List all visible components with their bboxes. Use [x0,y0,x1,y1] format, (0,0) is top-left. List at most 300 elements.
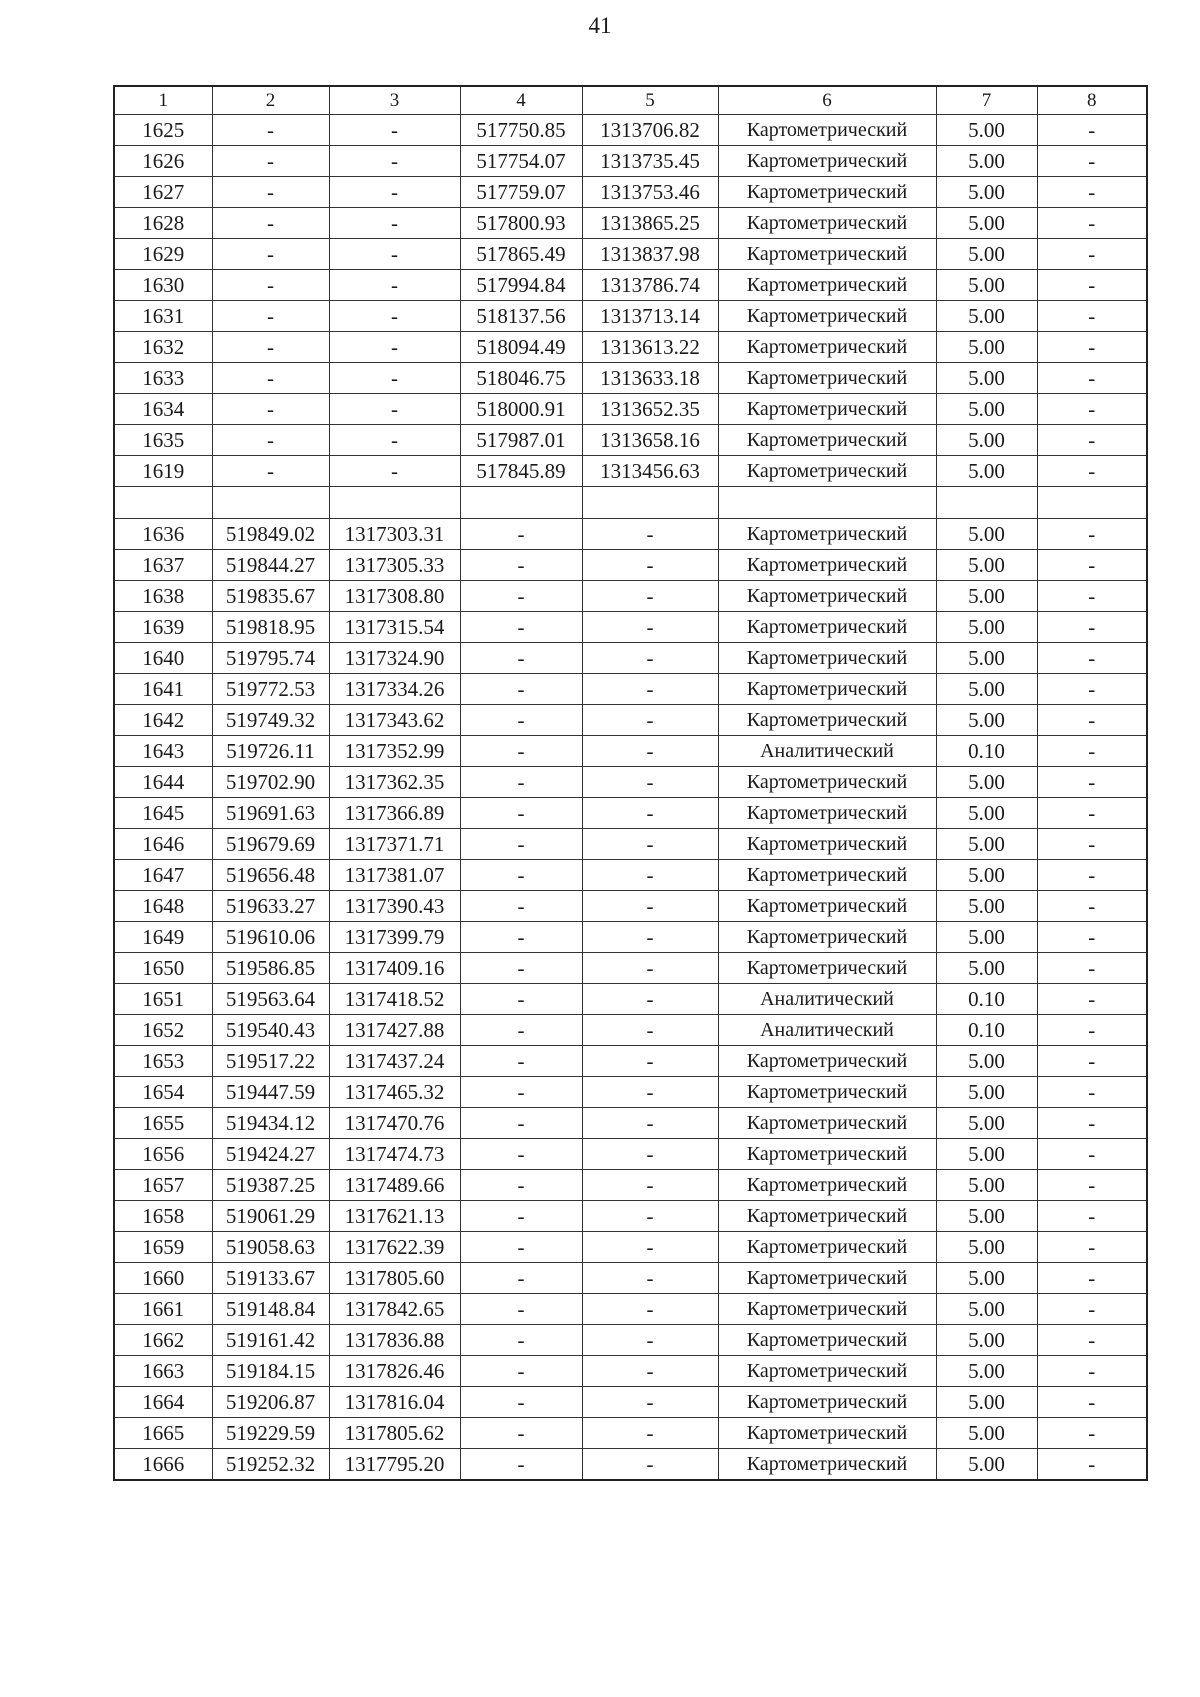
point-number-cell: 1660 [114,1263,212,1294]
x-coord-old-cell: - [460,705,582,736]
note-cell: - [1037,1449,1147,1481]
y-coord-old-cell: - [582,581,718,612]
x-coord-new-cell: 519849.02 [212,519,329,550]
y-coord-old-cell: - [582,767,718,798]
y-coord-new-cell: - [329,146,460,177]
y-coord-old-cell: - [582,1325,718,1356]
x-coord-new-cell: 519517.22 [212,1046,329,1077]
point-number-cell: 1647 [114,860,212,891]
x-coord-old-cell: - [460,736,582,767]
note-cell: - [1037,1201,1147,1232]
x-coord-new-cell: 519061.29 [212,1201,329,1232]
y-coord-new-cell: 1317343.62 [329,705,460,736]
point-number-cell: 1634 [114,394,212,425]
point-number-cell: 1619 [114,456,212,487]
x-coord-new-cell: 519726.11 [212,736,329,767]
point-number-cell: 1658 [114,1201,212,1232]
x-coord-old-cell: - [460,953,582,984]
x-coord-new-cell: 519772.53 [212,674,329,705]
x-coord-old-cell: 517750.85 [460,115,582,146]
y-coord-old-cell: - [582,643,718,674]
method-cell: Аналитический [718,984,936,1015]
table-row [114,767,1147,798]
note-cell: - [1037,1232,1147,1263]
y-coord-old-cell: - [582,705,718,736]
x-coord-new-cell: - [212,332,329,363]
table-row [114,705,1147,736]
note-cell: - [1037,860,1147,891]
method-cell: Аналитический [718,736,936,767]
y-coord-new-cell: 1317805.60 [329,1263,460,1294]
point-number-cell: 1652 [114,1015,212,1046]
x-coord-new-cell: 519835.67 [212,581,329,612]
note-cell: - [1037,1325,1147,1356]
method-cell: Картометрический [718,239,936,270]
y-coord-new-cell: - [329,115,460,146]
point-number-cell: 1664 [114,1387,212,1418]
x-coord-new-cell: 519702.90 [212,767,329,798]
y-coord-old-cell: - [582,922,718,953]
note-cell: - [1037,798,1147,829]
method-cell: Картометрический [718,829,936,860]
method-cell: Картометрический [718,394,936,425]
x-coord-old-cell: - [460,1325,582,1356]
y-coord-old-cell: - [582,1015,718,1046]
y-coord-old-cell [582,487,718,519]
y-coord-new-cell: 1317816.04 [329,1387,460,1418]
y-coord-old-cell: - [582,829,718,860]
table-row [114,829,1147,860]
x-coord-old-cell: - [460,519,582,550]
method-cell: Картометрический [718,1077,936,1108]
table-row [114,1232,1147,1263]
note-cell: - [1037,363,1147,394]
note-cell: - [1037,1294,1147,1325]
y-coord-new-cell: 1317362.35 [329,767,460,798]
x-coord-old-cell: - [460,1263,582,1294]
y-coord-new-cell: 1317465.32 [329,1077,460,1108]
point-number-cell: 1640 [114,643,212,674]
x-coord-old-cell [460,487,582,519]
x-coord-old-cell: - [460,1201,582,1232]
x-coord-old-cell: 517987.01 [460,425,582,456]
x-coord-old-cell: 518137.56 [460,301,582,332]
accuracy-cell: 5.00 [936,1387,1037,1418]
y-coord-new-cell: 1317381.07 [329,860,460,891]
method-cell: Картометрический [718,798,936,829]
point-number-cell: 1655 [114,1108,212,1139]
note-cell: - [1037,705,1147,736]
table-row [114,332,1147,363]
point-number-cell: 1649 [114,922,212,953]
point-number-cell: 1628 [114,208,212,239]
method-cell: Картометрический [718,301,936,332]
table-row [114,612,1147,643]
y-coord-new-cell: 1317474.73 [329,1139,460,1170]
y-coord-old-cell: - [582,1263,718,1294]
x-coord-old-cell: 517994.84 [460,270,582,301]
accuracy-cell: 0.10 [936,984,1037,1015]
method-cell: Картометрический [718,270,936,301]
table-row [114,1294,1147,1325]
method-cell: Картометрический [718,177,936,208]
accuracy-cell: 5.00 [936,1356,1037,1387]
page-number: 41 [588,13,612,38]
point-number-cell: 1643 [114,736,212,767]
y-coord-new-cell: 1317399.79 [329,922,460,953]
table-row [114,456,1147,487]
note-cell: - [1037,643,1147,674]
y-coord-old-cell: - [582,736,718,767]
note-cell: - [1037,612,1147,643]
y-coord-new-cell: 1317826.46 [329,1356,460,1387]
y-coord-new-cell: - [329,332,460,363]
x-coord-new-cell: - [212,146,329,177]
y-coord-old-cell: - [582,550,718,581]
y-coord-new-cell: - [329,363,460,394]
column-header-8: 8 [1037,86,1147,115]
y-coord-new-cell: - [329,394,460,425]
x-coord-new-cell: - [212,425,329,456]
point-number-cell: 1657 [114,1170,212,1201]
point-number-cell: 1630 [114,270,212,301]
x-coord-new-cell: 519206.87 [212,1387,329,1418]
accuracy-cell: 5.00 [936,332,1037,363]
table-row [114,581,1147,612]
method-cell: Картометрический [718,1294,936,1325]
table-row [114,1170,1147,1201]
table-body [114,86,1147,1480]
y-coord-old-cell: - [582,1170,718,1201]
point-number-cell: 1627 [114,177,212,208]
accuracy-cell: 5.00 [936,550,1037,581]
note-cell: - [1037,1015,1147,1046]
note-cell: - [1037,177,1147,208]
note-cell: - [1037,1139,1147,1170]
accuracy-cell: 5.00 [936,115,1037,146]
accuracy-cell [936,487,1037,519]
method-cell: Картометрический [718,456,936,487]
column-header-2: 2 [212,86,329,115]
table-row [114,1418,1147,1449]
x-coord-old-cell: 517759.07 [460,177,582,208]
note-cell: - [1037,984,1147,1015]
y-coord-new-cell: 1317842.65 [329,1294,460,1325]
y-coord-old-cell: - [582,674,718,705]
method-cell: Картометрический [718,953,936,984]
y-coord-new-cell: - [329,239,460,270]
accuracy-cell: 5.00 [936,767,1037,798]
y-coord-new-cell: 1317621.13 [329,1201,460,1232]
accuracy-cell: 5.00 [936,798,1037,829]
point-number-cell: 1646 [114,829,212,860]
accuracy-cell: 5.00 [936,425,1037,456]
table-row [114,146,1147,177]
accuracy-cell: 5.00 [936,1108,1037,1139]
table-row [114,1108,1147,1139]
note-cell: - [1037,208,1147,239]
point-number-cell: 1636 [114,519,212,550]
method-cell: Картометрический [718,767,936,798]
point-number-cell: 1638 [114,581,212,612]
y-coord-new-cell: 1317437.24 [329,1046,460,1077]
note-cell [1037,487,1147,519]
note-cell: - [1037,1387,1147,1418]
x-coord-old-cell: - [460,1077,582,1108]
x-coord-new-cell: 519424.27 [212,1139,329,1170]
y-coord-new-cell: 1317418.52 [329,984,460,1015]
x-coord-old-cell: - [460,984,582,1015]
table-row-blank [114,487,1147,519]
x-coord-old-cell: - [460,922,582,953]
y-coord-new-cell: 1317334.26 [329,674,460,705]
column-header-3: 3 [329,86,460,115]
y-coord-old-cell: - [582,612,718,643]
y-coord-old-cell: - [582,1449,718,1481]
table-row [114,984,1147,1015]
note-cell: - [1037,736,1147,767]
x-coord-new-cell: 519656.48 [212,860,329,891]
y-coord-new-cell: - [329,425,460,456]
table-row [114,1449,1147,1481]
method-cell: Картометрический [718,1201,936,1232]
x-coord-new-cell: 519563.64 [212,984,329,1015]
table-row [114,798,1147,829]
y-coord-new-cell: 1317303.31 [329,519,460,550]
x-coord-old-cell: 517845.89 [460,456,582,487]
x-coord-old-cell: 518000.91 [460,394,582,425]
x-coord-old-cell: - [460,612,582,643]
method-cell: Картометрический [718,1139,936,1170]
table-row [114,363,1147,394]
point-number-cell [114,487,212,519]
y-coord-old-cell: - [582,1108,718,1139]
y-coord-new-cell: 1317308.80 [329,581,460,612]
point-number-cell: 1625 [114,115,212,146]
method-cell: Картометрический [718,1387,936,1418]
table-row [114,1263,1147,1294]
x-coord-old-cell: - [460,1046,582,1077]
x-coord-new-cell: - [212,208,329,239]
y-coord-old-cell: - [582,1356,718,1387]
accuracy-cell: 5.00 [936,239,1037,270]
point-number-cell: 1642 [114,705,212,736]
accuracy-cell: 5.00 [936,208,1037,239]
accuracy-cell: 5.00 [936,1449,1037,1481]
table-row [114,1077,1147,1108]
accuracy-cell: 5.00 [936,394,1037,425]
note-cell: - [1037,922,1147,953]
accuracy-cell: 5.00 [936,1325,1037,1356]
x-coord-old-cell: - [460,643,582,674]
x-coord-new-cell: 519133.67 [212,1263,329,1294]
accuracy-cell: 5.00 [936,922,1037,953]
y-coord-old-cell: 1313837.98 [582,239,718,270]
table-row [114,519,1147,550]
accuracy-cell: 5.00 [936,612,1037,643]
y-coord-new-cell: 1317352.99 [329,736,460,767]
y-coord-new-cell: 1317371.71 [329,829,460,860]
accuracy-cell: 5.00 [936,456,1037,487]
coordinates-table [113,85,1148,1481]
table-row [114,239,1147,270]
x-coord-new-cell: 519749.32 [212,705,329,736]
point-number-cell: 1632 [114,332,212,363]
method-cell: Картометрический [718,1232,936,1263]
x-coord-new-cell: 519818.95 [212,612,329,643]
table-row [114,301,1147,332]
note-cell: - [1037,1356,1147,1387]
table-row [114,550,1147,581]
point-number-cell: 1641 [114,674,212,705]
point-number-cell: 1662 [114,1325,212,1356]
method-cell: Картометрический [718,1356,936,1387]
note-cell: - [1037,519,1147,550]
table-header-row [114,86,1147,115]
accuracy-cell: 5.00 [936,270,1037,301]
note-cell: - [1037,1108,1147,1139]
note-cell: - [1037,550,1147,581]
accuracy-cell: 5.00 [936,1139,1037,1170]
method-cell: Картометрический [718,1449,936,1481]
method-cell: Картометрический [718,425,936,456]
y-coord-old-cell: - [582,1232,718,1263]
x-coord-new-cell: - [212,394,329,425]
point-number-cell: 1631 [114,301,212,332]
x-coord-old-cell: - [460,1232,582,1263]
x-coord-old-cell: - [460,767,582,798]
x-coord-old-cell: - [460,1449,582,1481]
table-row [114,1356,1147,1387]
table-row [114,270,1147,301]
y-coord-old-cell: 1313652.35 [582,394,718,425]
method-cell: Картометрический [718,674,936,705]
y-coord-new-cell: - [329,177,460,208]
accuracy-cell: 5.00 [936,674,1037,705]
y-coord-old-cell: - [582,1201,718,1232]
x-coord-old-cell: - [460,581,582,612]
x-coord-new-cell: 519229.59 [212,1418,329,1449]
y-coord-old-cell: - [582,860,718,891]
method-cell: Картометрический [718,1418,936,1449]
x-coord-old-cell: - [460,1108,582,1139]
y-coord-old-cell: - [582,798,718,829]
accuracy-cell: 5.00 [936,643,1037,674]
note-cell: - [1037,456,1147,487]
point-number-cell: 1644 [114,767,212,798]
table-row [114,674,1147,705]
point-number-cell: 1663 [114,1356,212,1387]
note-cell: - [1037,1263,1147,1294]
y-coord-new-cell: - [329,456,460,487]
x-coord-old-cell: - [460,1170,582,1201]
x-coord-new-cell [212,487,329,519]
accuracy-cell: 5.00 [936,301,1037,332]
note-cell: - [1037,891,1147,922]
y-coord-new-cell: 1317622.39 [329,1232,460,1263]
x-coord-new-cell: 519058.63 [212,1232,329,1263]
table-row [114,860,1147,891]
accuracy-cell: 5.00 [936,1170,1037,1201]
point-number-cell: 1645 [114,798,212,829]
x-coord-old-cell: - [460,829,582,860]
note-cell: - [1037,301,1147,332]
x-coord-new-cell: - [212,270,329,301]
x-coord-old-cell: - [460,1139,582,1170]
method-cell: Картометрический [718,519,936,550]
y-coord-old-cell: 1313706.82 [582,115,718,146]
x-coord-new-cell: 519586.85 [212,953,329,984]
y-coord-old-cell: 1313786.74 [582,270,718,301]
table-row [114,208,1147,239]
method-cell: Картометрический [718,1108,936,1139]
point-number-cell: 1661 [114,1294,212,1325]
y-coord-old-cell: 1313753.46 [582,177,718,208]
method-cell: Картометрический [718,922,936,953]
note-cell: - [1037,394,1147,425]
x-coord-old-cell: - [460,1294,582,1325]
y-coord-new-cell: 1317315.54 [329,612,460,643]
note-cell: - [1037,829,1147,860]
table-row [114,177,1147,208]
x-coord-new-cell: 519447.59 [212,1077,329,1108]
x-coord-new-cell: 519633.27 [212,891,329,922]
y-coord-old-cell: 1313865.25 [582,208,718,239]
y-coord-new-cell: 1317427.88 [329,1015,460,1046]
y-coord-old-cell: - [582,1418,718,1449]
accuracy-cell: 5.00 [936,1046,1037,1077]
x-coord-new-cell: - [212,239,329,270]
point-number-cell: 1648 [114,891,212,922]
method-cell: Картометрический [718,332,936,363]
column-header-1: 1 [114,86,212,115]
y-coord-old-cell: - [582,1387,718,1418]
note-cell: - [1037,1077,1147,1108]
y-coord-old-cell: 1313658.16 [582,425,718,456]
accuracy-cell: 5.00 [936,363,1037,394]
y-coord-new-cell: - [329,301,460,332]
point-number-cell: 1635 [114,425,212,456]
y-coord-old-cell: 1313633.18 [582,363,718,394]
table-row [114,1046,1147,1077]
x-coord-new-cell: 519148.84 [212,1294,329,1325]
method-cell: Аналитический [718,1015,936,1046]
y-coord-new-cell: 1317324.90 [329,643,460,674]
method-cell: Картометрический [718,208,936,239]
x-coord-old-cell: 518094.49 [460,332,582,363]
note-cell: - [1037,1046,1147,1077]
y-coord-new-cell: 1317409.16 [329,953,460,984]
note-cell: - [1037,953,1147,984]
accuracy-cell: 5.00 [936,1201,1037,1232]
point-number-cell: 1633 [114,363,212,394]
x-coord-old-cell: 517865.49 [460,239,582,270]
method-cell: Картометрический [718,643,936,674]
table-row [114,394,1147,425]
x-coord-new-cell: 519540.43 [212,1015,329,1046]
table-row [114,922,1147,953]
note-cell: - [1037,270,1147,301]
method-cell: Картометрический [718,891,936,922]
point-number-cell: 1637 [114,550,212,581]
point-number-cell: 1654 [114,1077,212,1108]
note-cell: - [1037,581,1147,612]
y-coord-old-cell: - [582,891,718,922]
x-coord-new-cell: 519434.12 [212,1108,329,1139]
method-cell: Картометрический [718,581,936,612]
y-coord-new-cell: 1317470.76 [329,1108,460,1139]
accuracy-cell: 5.00 [936,519,1037,550]
